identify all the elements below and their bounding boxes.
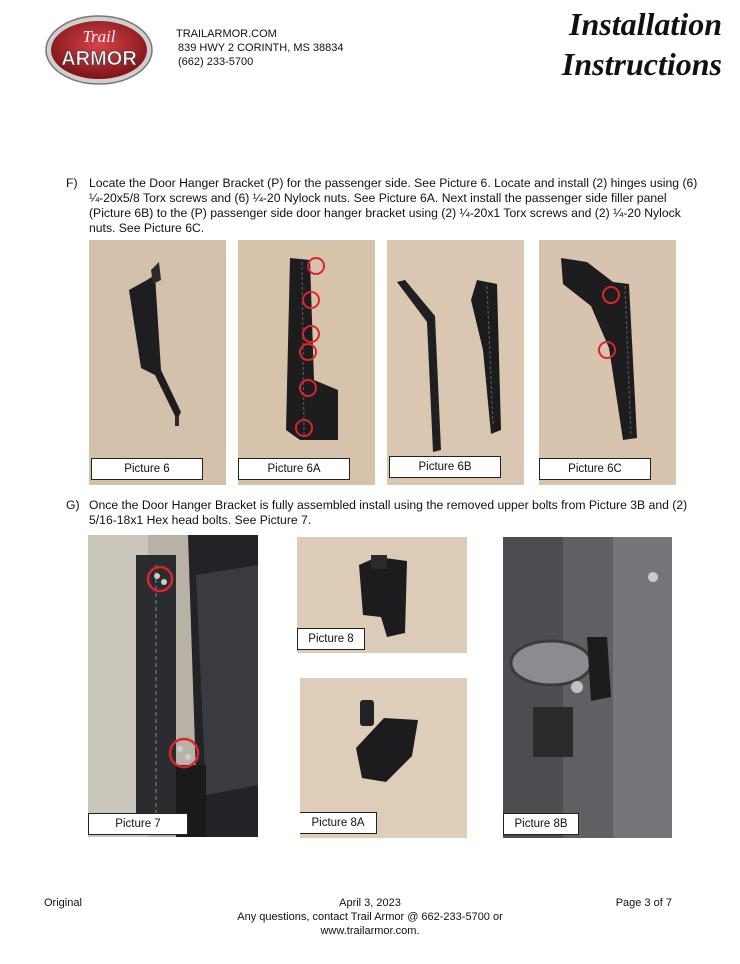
page-title: [562, 4, 722, 84]
caption-picture-7: Picture 7: [88, 813, 188, 835]
photo-picture-7: [88, 535, 258, 837]
step-letter: F): [66, 176, 78, 190]
step-text: Locate the Door Hanger Bracket (P) for the passenger side. See Picture 6. Locate and install (2) hinges using (6) ¼-20x5/8 Torx screws and (6) ¼-20 Nylock nuts. See Picture 6A. Next install the passenger side filler panel (Picture 6B) to the (P) passenger side door hanger bracket using (2) ¼-20x1 Torx screws and (2) ¼-20 Nylock nuts. See Picture 6C.: [89, 176, 698, 235]
caption-picture-8: Picture 8: [297, 628, 365, 650]
footer-contact: Any questions, contact Trail Armor @ 662-233-5700 or: [237, 911, 503, 923]
title-line-2: Instructions: [561, 46, 722, 82]
trail-armor-logo: [44, 14, 154, 86]
step-letter: G): [66, 498, 80, 512]
step-f: [66, 176, 706, 236]
company-name: TRAILARMOR.COM: [176, 28, 277, 40]
company-info: [176, 27, 343, 69]
photo-picture-6a: [238, 240, 375, 485]
caption-picture-6b: Picture 6B: [389, 456, 501, 478]
caption-picture-8b: Picture 8B: [503, 813, 579, 835]
logo-text-armor: ARMOR: [61, 48, 137, 70]
photo-picture-6b: [387, 240, 524, 485]
step-text: Once the Door Hanger Bracket is fully assembled install using the removed upper bolts from Picture 3B and (2) 5/16-18x1 Hex head bolts. See Picture 7.: [89, 498, 688, 527]
photo-picture-8: [297, 537, 467, 653]
photo-picture-6: [89, 240, 226, 485]
company-address: 839 HWY 2 CORINTH, MS 38834: [178, 42, 344, 54]
logo-text-trail: Trail: [82, 27, 116, 46]
caption-picture-6c: Picture 6C: [539, 458, 651, 480]
photo-picture-8b: [503, 537, 672, 838]
title-line-1: Installation: [569, 6, 722, 42]
photo-picture-8a: [300, 678, 467, 838]
caption-picture-6: Picture 6: [91, 458, 203, 480]
caption-picture-6a: Picture 6A: [238, 458, 350, 480]
footer-date: April 3, 2023: [339, 897, 401, 909]
company-phone: (662) 233-5700: [178, 56, 254, 68]
photo-picture-6c: [539, 240, 676, 485]
footer-website: www.trailarmor.com.: [320, 925, 420, 937]
caption-picture-8a: Picture 8A: [300, 812, 377, 834]
footer-original: Original: [44, 897, 82, 909]
footer-page-number: Page 3 of 7: [615, 897, 672, 909]
step-g: [66, 498, 706, 528]
